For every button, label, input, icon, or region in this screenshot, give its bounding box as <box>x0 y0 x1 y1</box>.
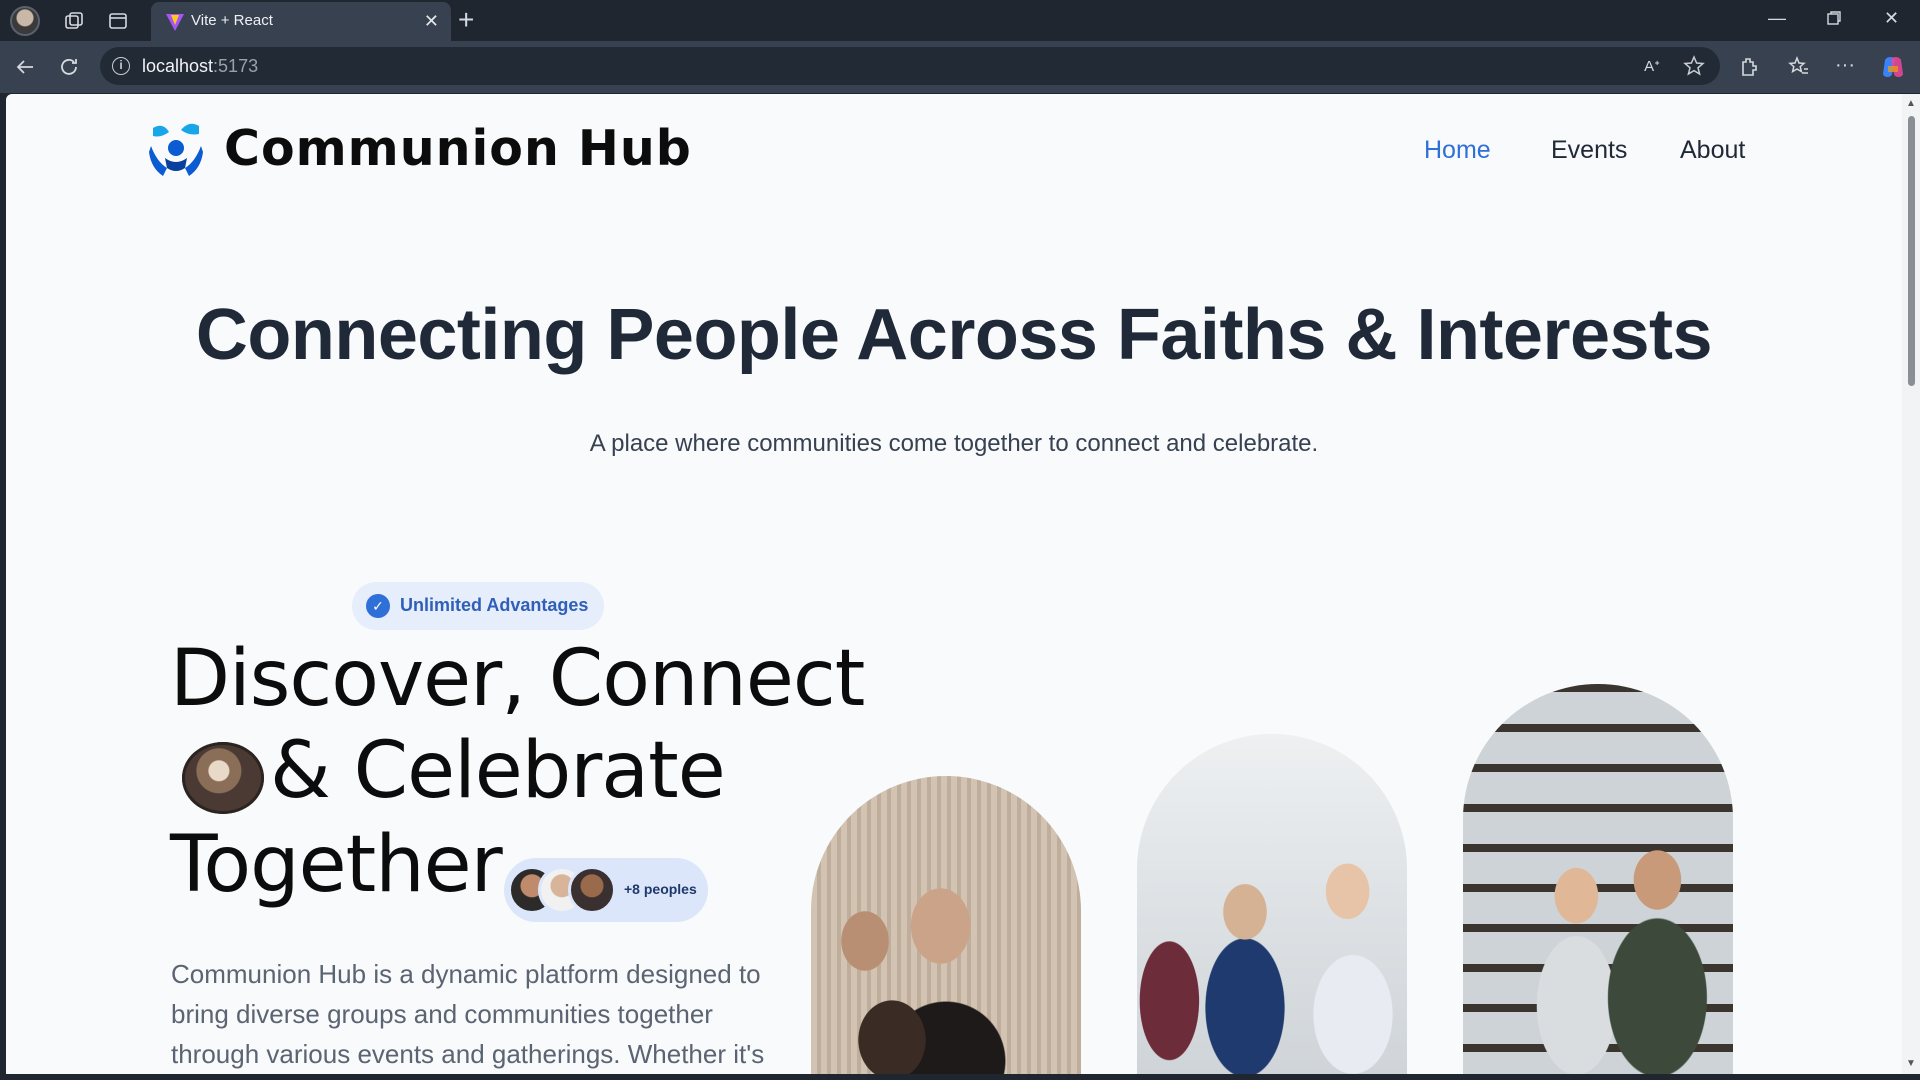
hero-title: Connecting People Across Faiths & Interests <box>195 295 1713 375</box>
scroll-thumb[interactable] <box>1908 116 1915 386</box>
minimize-icon[interactable]: — <box>1768 8 1786 28</box>
favorite-star-icon[interactable] <box>1682 54 1706 78</box>
community-photo-2 <box>1137 734 1407 1074</box>
url-text[interactable]: localhost:5173 <box>142 56 259 76</box>
nav-about[interactable]: About <box>1680 136 1746 164</box>
site-logo-text[interactable]: Communion Hub <box>224 120 692 177</box>
headline-line-2: & Celebrate <box>270 726 725 816</box>
avatar <box>568 866 616 914</box>
tab-title: Vite + React <box>191 12 273 29</box>
scroll-down-icon[interactable]: ▼ <box>1906 1058 1916 1069</box>
read-aloud-icon[interactable]: Aᐩ <box>1644 58 1660 75</box>
address-toolbar <box>0 41 1920 93</box>
vite-favicon-icon <box>165 12 185 32</box>
badge-label: Unlimited Advantages <box>400 595 589 615</box>
nav-events[interactable]: Events <box>1551 136 1628 164</box>
extensions-icon[interactable] <box>1736 54 1762 80</box>
inline-avatar-photo <box>182 742 264 814</box>
tab-close-icon[interactable]: ✕ <box>423 11 439 31</box>
headline-line-1: Discover, Connect <box>170 634 865 724</box>
more-menu-icon[interactable]: ··· <box>1835 53 1855 76</box>
check-badge-icon: ✓ <box>366 594 390 618</box>
hero-subtitle: A place where communities come together to connect and celebrate. <box>589 430 1319 457</box>
people-count: +8 peoples <box>624 881 697 897</box>
communion-hub-logo-icon[interactable] <box>149 118 203 178</box>
headline-line-3: Together <box>170 820 502 910</box>
community-photo-3 <box>1463 684 1733 1074</box>
copilot-icon[interactable] <box>1878 52 1908 82</box>
browser-tab[interactable] <box>151 2 451 41</box>
tab-actions-icon[interactable] <box>106 9 130 33</box>
scroll-up-icon[interactable]: ▲ <box>1906 98 1916 109</box>
description-paragraph: Communion Hub is a dynamic platform designed to bring diverse groups and communities together through various events and gatherings. Whether it's <box>171 959 765 1069</box>
community-photo-1 <box>811 776 1081 1074</box>
browser-tab-bar <box>0 0 1920 41</box>
new-tab-button[interactable]: + <box>458 4 475 35</box>
page-viewport <box>6 94 1902 1074</box>
back-icon[interactable] <box>12 54 38 80</box>
nav-home[interactable]: Home <box>1424 136 1491 164</box>
workspaces-icon[interactable] <box>62 9 86 33</box>
url-bar[interactable] <box>100 47 1720 85</box>
advantages-badge <box>352 582 604 630</box>
profile-avatar[interactable] <box>10 6 40 36</box>
restore-icon[interactable] <box>1826 10 1842 31</box>
refresh-icon[interactable] <box>56 54 82 80</box>
page-scrollbar[interactable] <box>1902 94 1920 1074</box>
people-count-pill <box>504 858 708 922</box>
close-window-icon[interactable]: ✕ <box>1884 8 1900 28</box>
site-info-icon[interactable]: i <box>112 57 130 75</box>
favorites-icon[interactable] <box>1786 54 1812 80</box>
